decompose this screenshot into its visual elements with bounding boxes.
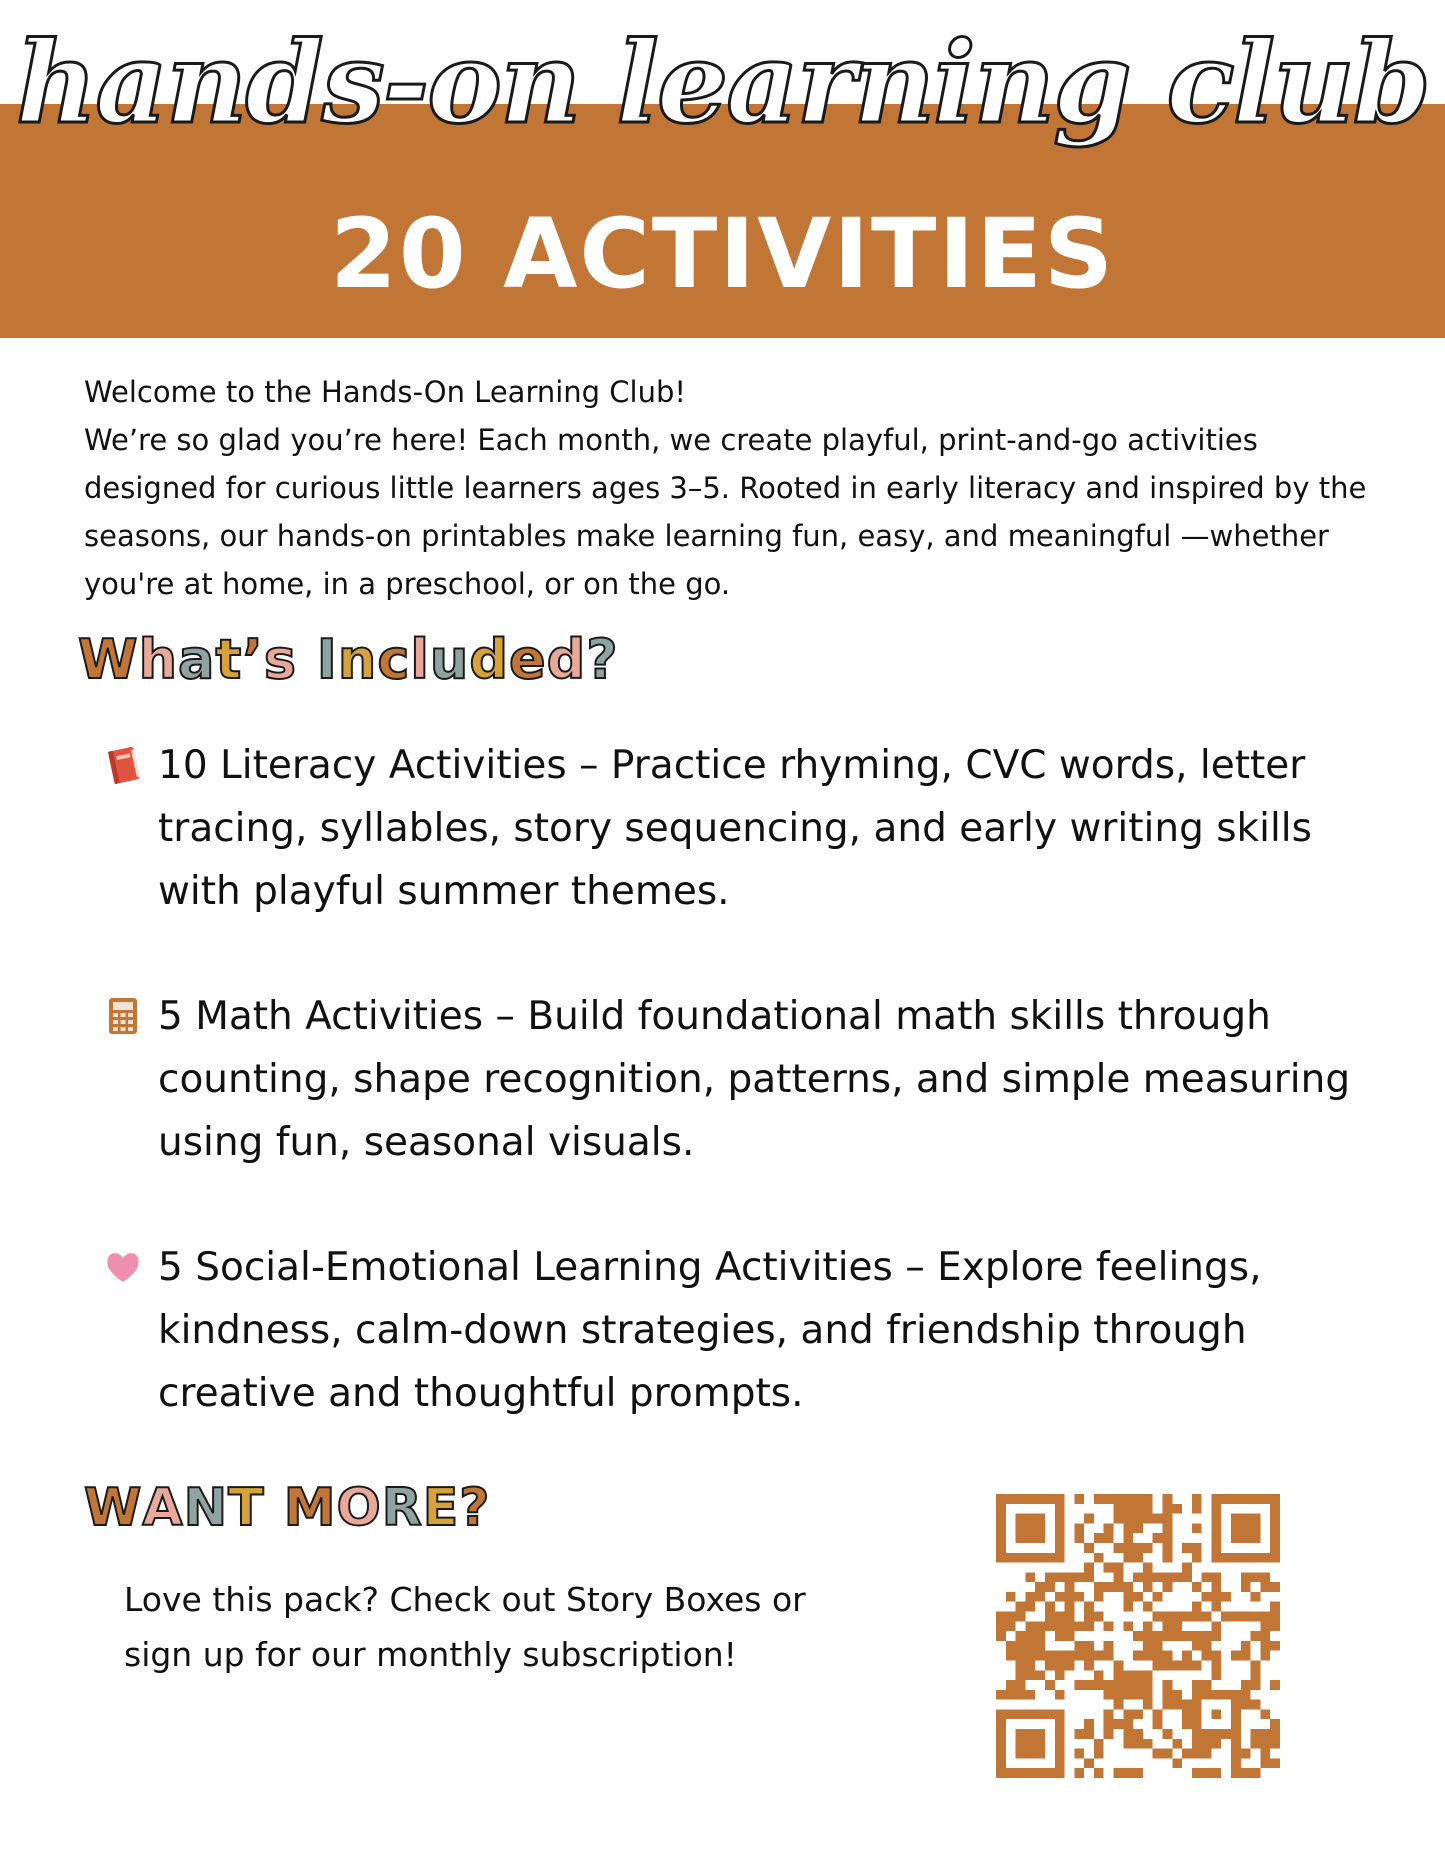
list-item-sel bbox=[100, 1236, 1380, 1425]
heading-letter: d bbox=[546, 628, 587, 691]
heading-letter: W bbox=[84, 1478, 143, 1538]
want-more-heading bbox=[84, 1478, 490, 1538]
heading-letter: u bbox=[429, 628, 470, 691]
want-more-text: Love this pack? Check out Story Boxes or sign up for our monthly subscription! bbox=[124, 1580, 806, 1674]
heading-letter: E bbox=[422, 1478, 460, 1538]
heading-letter: N bbox=[183, 1478, 229, 1538]
intro-welcome: Welcome to the Hands-On Learning Club! bbox=[84, 375, 687, 409]
book-icon bbox=[104, 744, 142, 786]
math-text: 5 Math Activities – Build foundational math skills through counting, shape recognition, patterns, and simple measuring using fun, seasonal visuals. bbox=[158, 994, 1351, 1165]
club-title: hands-on learning club bbox=[16, 18, 1429, 149]
heading-letter: O bbox=[336, 1478, 382, 1538]
included-list bbox=[100, 734, 1380, 1487]
heading-letter: c bbox=[377, 628, 411, 691]
heading-letter: d bbox=[469, 628, 509, 691]
heading-letter: ’ bbox=[242, 628, 264, 691]
heading-letter: e bbox=[508, 628, 547, 691]
heading-letter: a bbox=[178, 628, 216, 691]
heading-letter: ? bbox=[586, 628, 619, 691]
heading-letter bbox=[297, 628, 317, 691]
whats-included-heading bbox=[78, 628, 619, 691]
heading-letter: T bbox=[228, 1478, 265, 1538]
heading-letter: ? bbox=[459, 1478, 491, 1538]
heading-letter bbox=[265, 1478, 284, 1538]
heart-icon bbox=[104, 1246, 142, 1288]
literacy-text: 10 Literacy Activities – Practice rhyming, CVC words, letter tracing, syllables, story sequencing, and early writing skills with playful summer themes. bbox=[158, 743, 1312, 914]
heading-letter: t bbox=[215, 628, 243, 691]
calculator-icon bbox=[104, 995, 142, 1037]
heading-letter: R bbox=[381, 1478, 423, 1538]
activities-count-title: 20 ACTIVITIES bbox=[330, 198, 1115, 310]
intro-text bbox=[84, 368, 1384, 608]
heading-letter: A bbox=[142, 1478, 184, 1538]
heading-letter: n bbox=[337, 628, 378, 691]
heading-letter: s bbox=[263, 628, 297, 691]
qr-code[interactable] bbox=[996, 1494, 1280, 1778]
heading-letter: l bbox=[410, 628, 430, 691]
sel-text: 5 Social-Emotional Learning Activities – Explore feelings, kindness, calm-down strategies, and friendship through creative and thoughtful prompts. bbox=[158, 1245, 1262, 1416]
heading-letter: I bbox=[316, 628, 338, 691]
intro-body: We’re so glad you’re here! Each month, we create playful, print-and-go activities designed for curious little learners ages 3–5. Rooted in early literacy and inspired by the seasons, our hands-on printables make learning fun, easy, and meaningful —whether you're at home, in a preschool, or on the go. bbox=[84, 423, 1367, 601]
list-item-math bbox=[100, 985, 1380, 1174]
heading-letter: h bbox=[138, 628, 179, 691]
list-item-literacy bbox=[100, 734, 1380, 923]
heading-letter: M bbox=[283, 1478, 337, 1538]
heading-letter: W bbox=[78, 628, 139, 691]
